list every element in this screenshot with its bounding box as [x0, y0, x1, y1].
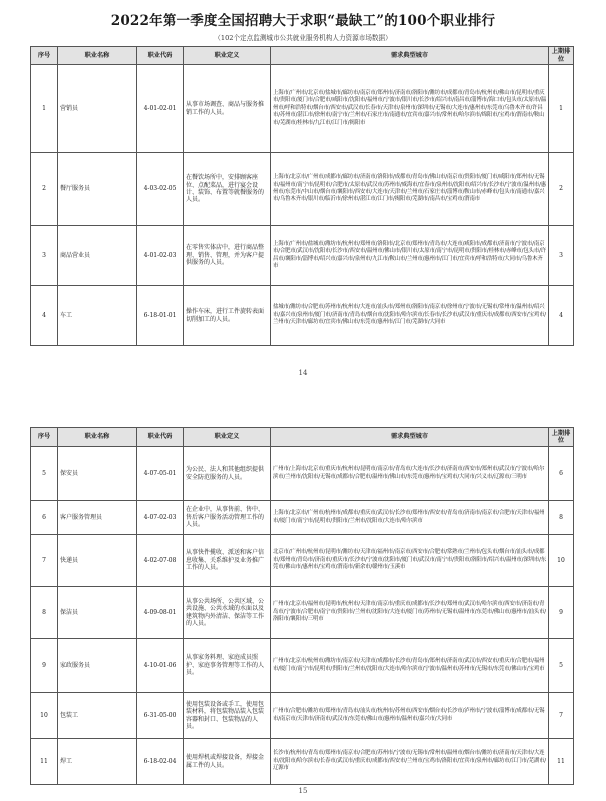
previous-rank-cell: 3 [549, 226, 574, 286]
rank-cell: 2 [31, 153, 58, 226]
column-header-occupation-code: 职业代码 [137, 47, 184, 65]
column-header-rank: 序号 [31, 47, 58, 65]
occupation-code-cell: 6-18-01-01 [137, 286, 184, 346]
table-row [31, 501, 574, 535]
typical-cities-cell: 广州市/合肥市/潍坊市/郑州市/青岛市/汕头市/杭州市/苏州市/西安市/烟台市/长沙市/泸州市/宁波市/淄博市/成都市/无锡市/南京市/天津市/济南市/武汉市/东莞市/佛山市/惠州市/温州市/嘉兴市/大同市 [271, 693, 549, 739]
occupation-code-cell: 4-01-02-03 [137, 226, 184, 286]
typical-cities-cell: 广州市/北京市/福州市/昆明市/杭州市/天津市/南京市/重庆市/成都市/长沙市/郑州市/武汉市/哈尔滨市/西安市/济南市/青岛市/宁波市/合肥市/南宁市/贵阳市/兰州市/沈阳市/大连市/厦门市/苏州市/无锡市/温州市/东莞市/佛山市/惠州市/汕头市/洛阳市/襄阳市/三明市 [271, 587, 549, 639]
definition-cell: 从事快件揽收、派送和客户信息收集、关系维护及业务推广工作的人员。 [184, 535, 271, 587]
definition-cell: 在餐饮场所中，安排顾客座位、点配菜品，进行宴会设计、装饰、布置等就餐服务的人员。 [184, 153, 271, 226]
table-row [31, 693, 574, 739]
typical-cities-cell: 长沙市/杭州市/青岛市/郑州市/南京市/合肥市/苏州市/宁波市/无锡市/常州市/温州市/烟台市/潍坊市/济南市/天津市/大连市/沈阳市/哈尔滨市/长春市/武汉市/重庆市/成都市/西安市/兰州市/宝鸡市/洛阳市/宜宾市/泉州市/廊坊市/江门市/芜湖市/辽源市 [271, 739, 549, 785]
typical-cities-cell: 上海市/广州市/北京市/盐城市/廊坊市/南京市/郑州市/济南市/洛阳市/潍坊市/成都市/青岛市/杭州市/佛山市/昆明市/重庆市/贵阳市/厦门市/合肥市/咸阳市/沈阳市/福州市/宁波市/银川市/长沙市/绍兴市/南昌市/淄博市/海口市/包头市/太原市/温州市/呼和浩特市/烟台市/西安市/武汉市/长春市/天津市/泉州市/深圳市/无锡市/大连市/惠州市/东莞市/乌鲁木齐市/许昌市/苏州市/湛江市/徐州市/南宁市/兰州市/石家庄市/南通市/宜宾市/嘉兴市/常州市/哈尔滨市/绵阳市/宝鸡市/渭南市/鞍山市/芜湖市/桂林市/九江市/江门市/揭阳市 [271, 65, 549, 153]
typical-cities-cell: 上海市/广州市/盐城市/潍坊市/杭州市/郑州市/洛阳市/北京市/郑州市/青岛市/大连市/咸阳市/成都市/济南市/宁波市/南京市/合肥市/武汉市/沈阳市/长沙市/西安市/温州市/佛山市/银川市/太原市/南宁市/昆明市/贵阳市/桂林市/赤峰市/包头市/许昌市/襄阳市/淄博市/绍兴市/嘉兴市/泉州市/九江市/鞍山市/兰州市/惠州市/江门市/宜宾市/呼和浩特市/大同市/乌鲁木齐市 [271, 226, 549, 286]
typical-cities-cell: 北京市/广州市/杭州市/昆明市/潍坊市/天津市/福州市/南京市/西安市/合肥市/常熟市/兰州市/包头市/烟台市/汕头市/成都市/郑州市/青岛市/济南市/重庆市/长沙市/宁波市/沈阳市/厦门市/武汉市/南宁市/贵阳市/洛阳市/绍兴市/温州市/深圳市/东莞市/佛山市/惠州市/宝鸡市/渭南市/新余市/赣州市/玉溪市 [271, 535, 549, 587]
table-row [31, 286, 574, 346]
table-header-row [31, 428, 574, 447]
page-title: 2022年第一季度全国招聘大于求职“最缺工”的100个职业排行 [110, 13, 496, 29]
occupation-name-cell: 包装工 [58, 693, 137, 739]
occupation-code-cell: 4-09-08-01 [137, 587, 184, 639]
rank-cell: 9 [31, 639, 58, 693]
typical-cities-cell: 广州市/北京市/杭州市/潍坊市/南京市/天津市/成都市/长沙市/青岛市/郑州市/济南市/武汉市/西安市/重庆市/合肥市/福州市/厦门市/南宁市/昆明市/贵阳市/兰州市/沈阳市/大连市/哈尔滨市/宁波市/温州市/苏州市/无锡市/东莞市/佛山市/宝鸡市 [271, 639, 549, 693]
occupation-code-cell: 4-07-02-03 [137, 501, 184, 535]
occupation-name-cell: 营销员 [58, 65, 137, 153]
table-row [31, 226, 574, 286]
occupation-name-cell: 保洁员 [58, 587, 137, 639]
occupation-code-cell: 4-01-02-01 [137, 65, 184, 153]
page-number: 14 [298, 369, 308, 377]
rank-cell: 5 [31, 447, 58, 501]
table-row [31, 65, 574, 153]
column-header-definition: 职业定义 [184, 428, 271, 447]
occupation-code-cell: 4-07-05-01 [137, 447, 184, 501]
definition-cell: 操作车床，进行工件旋转表面切削加工的人员。 [184, 286, 271, 346]
table-row [31, 153, 574, 226]
occupation-code-cell: 4-02-07-08 [137, 535, 184, 587]
previous-rank-cell: 5 [549, 639, 574, 693]
occupation-name-cell: 商品营业员 [58, 226, 137, 286]
occupation-name-cell: 家政服务员 [58, 639, 137, 693]
previous-rank-cell: 7 [549, 693, 574, 739]
typical-cities-cell: 广州市/上海市/北京市/重庆市/杭州市/昆明市/南京市/青岛市/大连市/长沙市/济南市/西安市/郑州市/武汉市/宁波市/哈尔滨市/兰州市/沈阳市/无锡市/成都市/合肥市/温州市/佛山市/东莞市/惠州市/宝鸡市/大同市/兴义市/辽源市/三明市 [271, 447, 549, 501]
column-header-occupation-code: 职业代码 [137, 428, 184, 447]
definition-cell: 使用焊机或焊接设备，焊接金属工件的人员。 [184, 739, 271, 785]
table-row [31, 447, 574, 501]
definition-cell: 从事家务料理、家庭成员照护、家庭事务管理等工作的人员。 [184, 639, 271, 693]
definition-cell: 在企业中，从事售前、售中、售后客户服务活动管理工作的人员。 [184, 501, 271, 535]
table-row [31, 639, 574, 693]
column-header-definition: 职业定义 [184, 47, 271, 65]
column-header-occupation-name: 职业名称 [58, 428, 137, 447]
occupation-code-cell: 4-03-02-05 [137, 153, 184, 226]
rank-cell: 11 [31, 739, 58, 785]
occupation-name-cell: 客户服务管理员 [58, 501, 137, 535]
column-header-typical-cities: 需求典型城市 [271, 428, 549, 447]
table-row [31, 739, 574, 785]
previous-rank-cell: 8 [549, 501, 574, 535]
occupation-code-cell: 4-10-01-06 [137, 639, 184, 693]
table-row [31, 535, 574, 587]
previous-rank-cell: 6 [549, 447, 574, 501]
rank-cell: 6 [31, 501, 58, 535]
typical-cities-cell: 盐城市/潍坊市/合肥市/苏州市/杭州市/大连市/汕头市/郑州市/洛阳市/南京市/徐州市/宁波市/无锡市/常州市/温州市/绍兴市/嘉兴市/泉州市/厦门市/济南市/青岛市/烟台市/沈阳市/哈尔滨市/长春市/长沙市/武汉市/重庆市/成都市/西安市/宝鸡市/兰州市/天津市/廊坊市/宜宾市/佛山市/东莞市/惠州市/江门市/芜湖市/大同市 [271, 286, 549, 346]
occupation-name-cell: 保安员 [58, 447, 137, 501]
column-header-rank: 序号 [31, 428, 58, 447]
occupation-table-page-14 [30, 46, 574, 346]
previous-rank-cell: 1 [549, 65, 574, 153]
page-number: 15 [298, 787, 308, 795]
previous-rank-cell: 11 [549, 739, 574, 785]
previous-rank-cell: 2 [549, 153, 574, 226]
rank-cell: 3 [31, 226, 58, 286]
previous-rank-cell: 4 [549, 286, 574, 346]
typical-cities-cell: 上海市/北京市/广州市/杭州市/成都市/重庆市/武汉市/长沙市/郑州市/西安市/青岛市/济南市/南京市/合肥市/天津市/福州市/厦门市/南宁市/昆明市/贵阳市/兰州市/沈阳市/大连市/哈尔滨市 [271, 501, 549, 535]
rank-cell: 1 [31, 65, 58, 153]
previous-rank-cell: 9 [549, 587, 574, 639]
definition-cell: 为公民、法人和其他组织提供安全防范服务的人员。 [184, 447, 271, 501]
rank-cell: 8 [31, 587, 58, 639]
column-header-previous-rank: 上期排位 [549, 47, 574, 65]
definition-cell: 使用包装设备或手工，使用包装材料，将包装物品装入包装容器和封口、包装物品的人员。 [184, 693, 271, 739]
occupation-name-cell: 车工 [58, 286, 137, 346]
table-row [31, 587, 574, 639]
occupation-name-cell: 焊工 [58, 739, 137, 785]
page-subtitle: （102个定点监测城市公共就业服务机构人力资源市场数据） [214, 34, 392, 42]
occupation-name-cell: 快递员 [58, 535, 137, 587]
occupation-name-cell: 餐厅服务员 [58, 153, 137, 226]
rank-cell: 4 [31, 286, 58, 346]
definition-cell: 在零售实体店中，进行商品整理、销售、管理，并为客户提供服务的人员。 [184, 226, 271, 286]
rank-cell: 7 [31, 535, 58, 587]
occupation-table-page-15 [30, 427, 574, 785]
occupation-code-cell: 6-31-05-00 [137, 693, 184, 739]
definition-cell: 从事公共场所、公共区域、公共设施、公共水域的水面以及建筑物内外清洁、保洁等工作的人员。 [184, 587, 271, 639]
typical-cities-cell: 上海市/北京市/广州市/成都市/廊坊市/济南市/洛阳市/成都市/青岛市/佛山市/南京市/贵阳市/厦门市/咸阳市/郑州市/无锡市/福州市/南宁市/昆明市/合肥市/太原市/武汉市/苏州市/威海市/宜春市/泉州市/沈阳市/绍兴市/长沙市/宁波市/温州市/惠州市/东莞市/中山市/烟台市/襄阳市/西安市/大连市/天津市/兰州市/石家庄市/淄博市/鞍山市/赤峰市/包头市/南通市/嘉兴市/乌鲁木齐市/银川市/临沂市/徐州市/湛江市/江门市/揭阳市/芜湖市/南昌市/宝鸡市/渭南市 [271, 153, 549, 226]
table-header-row [31, 47, 574, 65]
column-header-previous-rank: 上期排位 [549, 428, 574, 447]
occupation-code-cell: 6-18-02-04 [137, 739, 184, 785]
column-header-typical-cities: 需求典型城市 [271, 47, 549, 65]
previous-rank-cell: 10 [549, 535, 574, 587]
column-header-occupation-name: 职业名称 [58, 47, 137, 65]
definition-cell: 从事市场调查、商品与服务推销工作的人员。 [184, 65, 271, 153]
rank-cell: 10 [31, 693, 58, 739]
